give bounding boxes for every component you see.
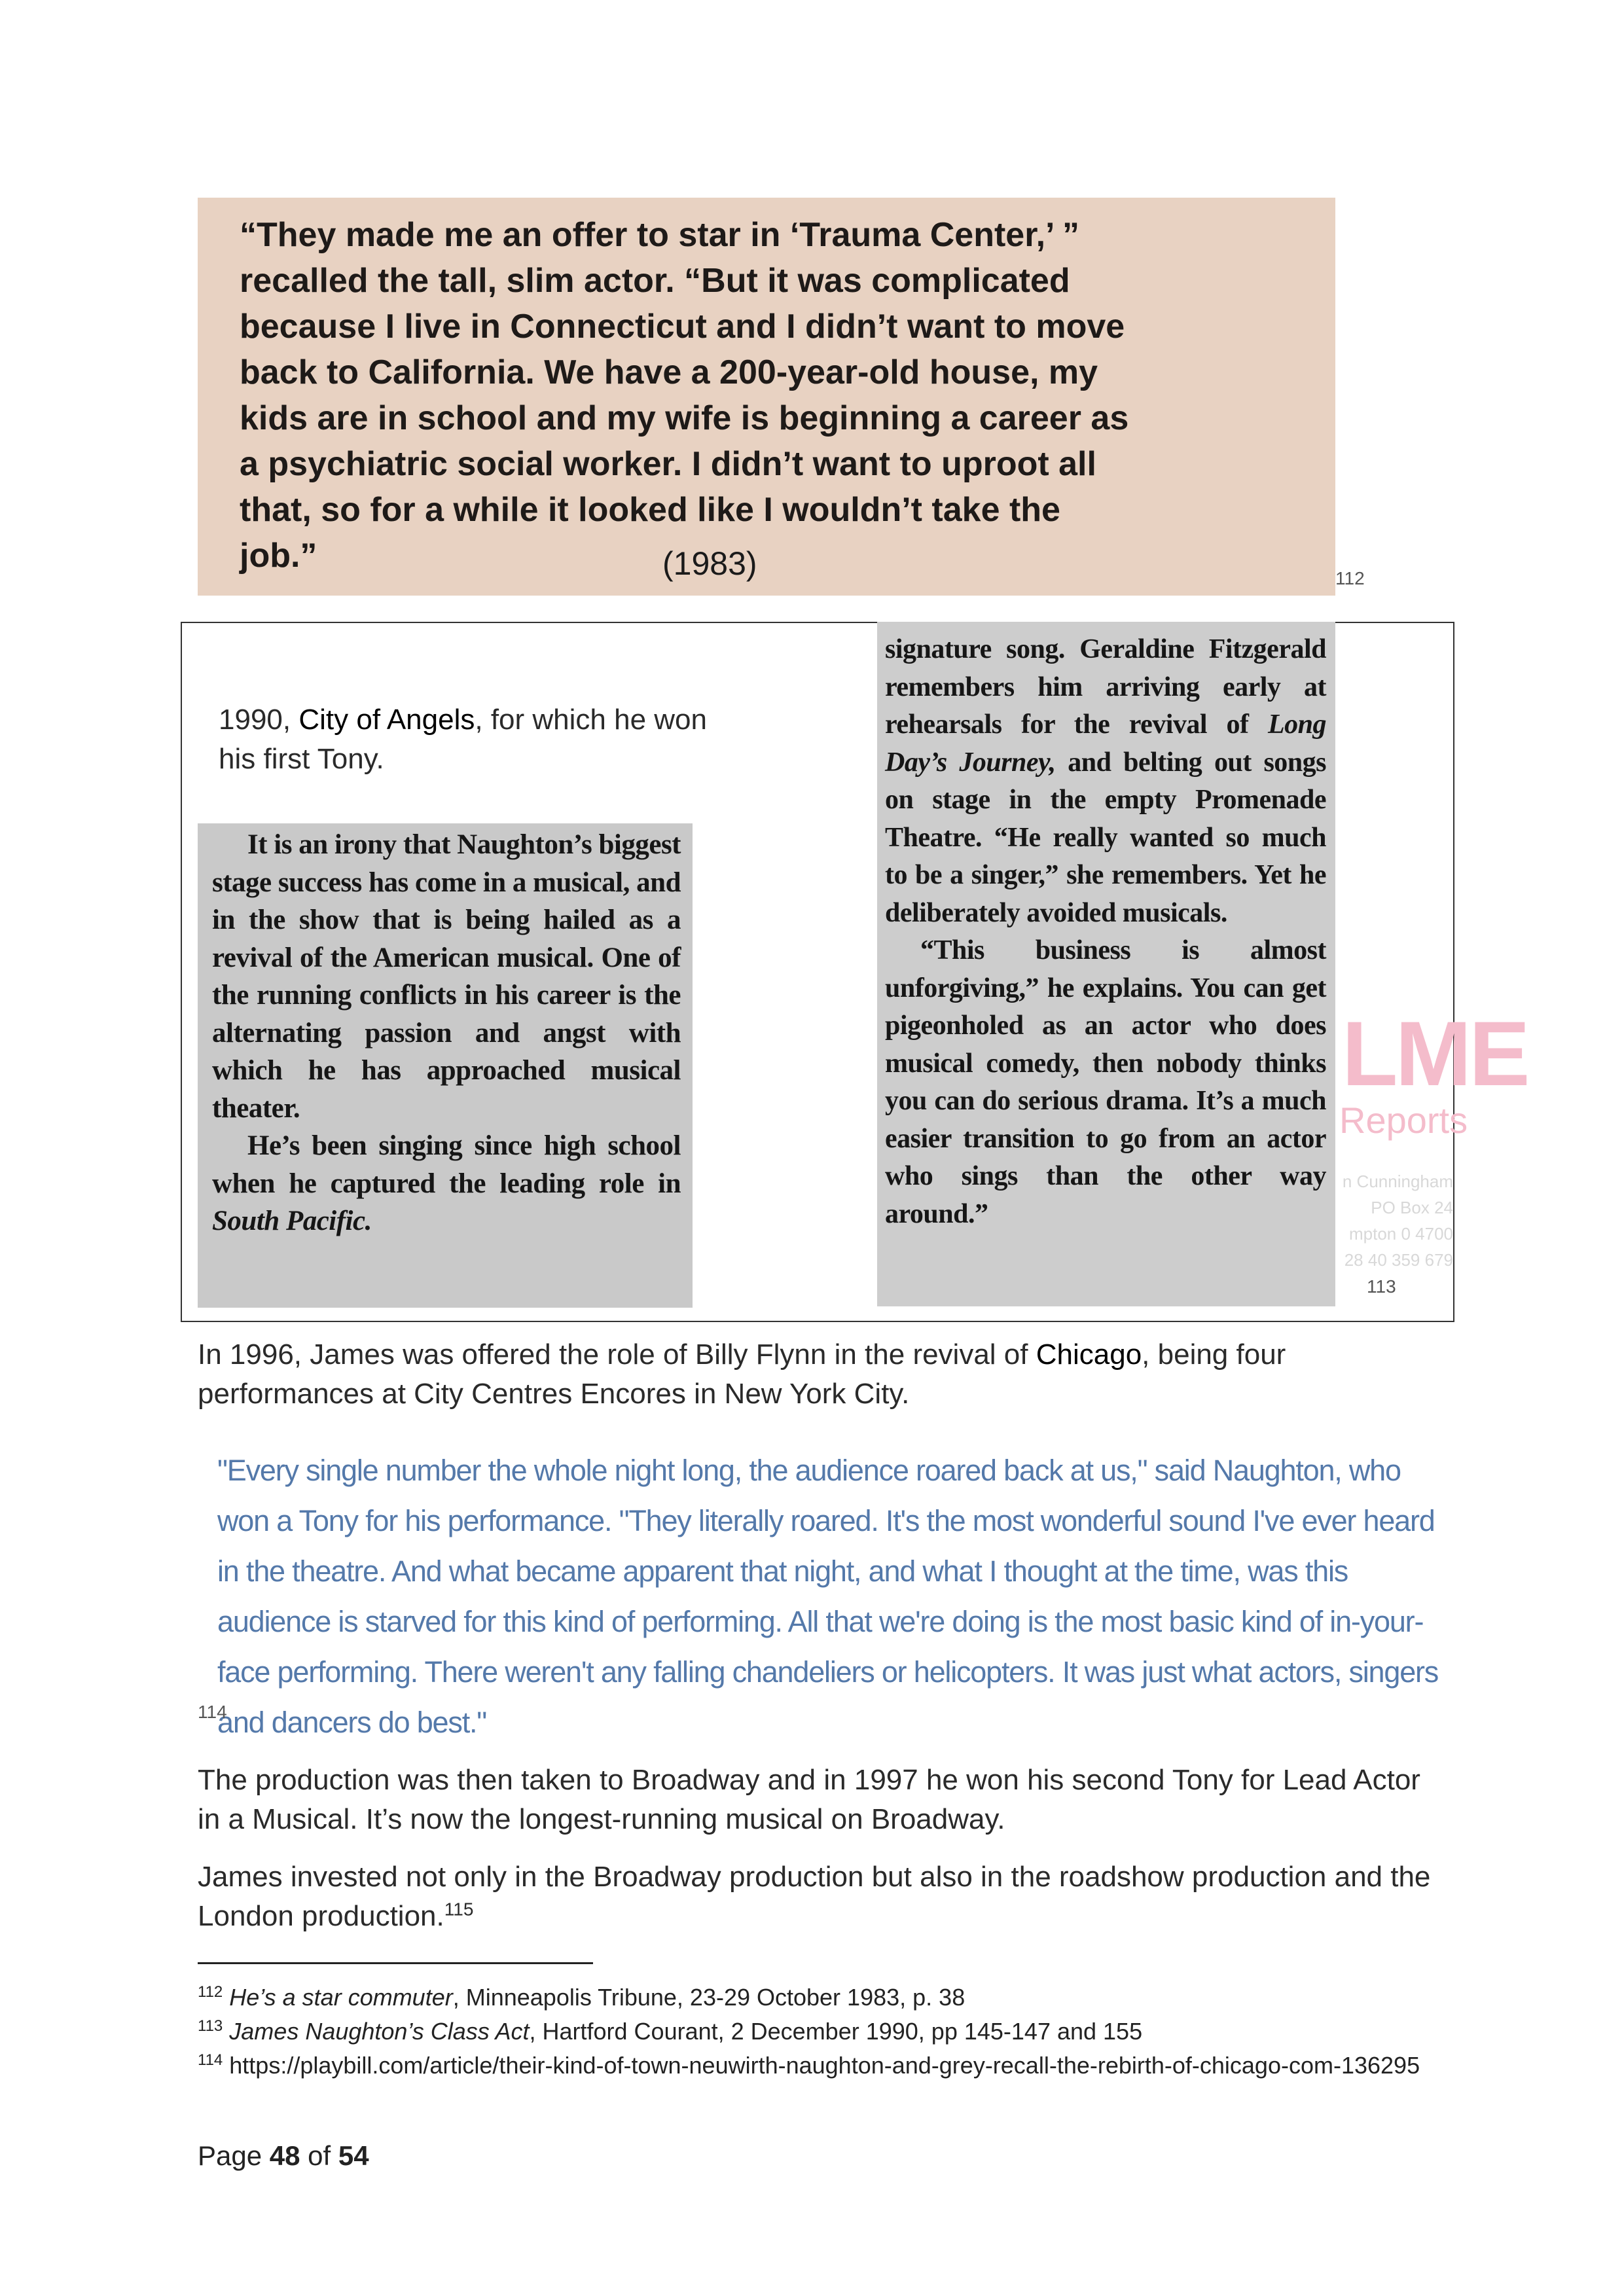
newspaper-clipping-left [198,823,693,1308]
right-clipping-paragraph-2: “This business is almost unforgiving,” he explains. You can get pigeonholed as an actor who does musical comedy, then nobody thinks you can do serious drama. It’s a much easier transition to go from an actor who sings than the other way around.” [885,935,1326,1229]
right-clipping-paragraph-1-text: signature song. Geraldine Fitzgerald remembers him arriving early at rehearsals for the revival of [885,634,1326,740]
footnote-114 [198,2049,1441,2083]
chicago-text-after: , being four performances at City Centres Encores in New York City. [198,1338,1286,1410]
caption-prefix: 1990, [219,704,299,736]
chicago-title: Chicago [1036,1338,1142,1371]
footnote-title: James Naughton’s Class Act [229,2018,530,2045]
page-prefix: Page [198,2140,270,2171]
footnote-mark-113: 113 [1367,1276,1396,1297]
invested-text: James invested not only in the Broadway production but also in the roadshow production and the London production. [198,1861,1431,1932]
footnote-number: 114 [198,2051,223,2069]
footnote-separator [198,1962,593,1964]
left-clipping-paragraph-2 [212,1127,681,1240]
footnote-number: 112 [198,1983,223,2001]
page-of: of [300,2140,338,2171]
clipping-quote: “They made me an offer to star in ‘Trauma Center,’ ” recalled the tall, slim actor. “But it was complicated because I live in Connecticut and I didn’t want to move back to California. We have a 200-year-old house, my kids are in school and my wife is beginning a career as a psychiatric social worker. I didn’t want to uproot all that, so for a while it looked like I wouldn’t take the job.” [240,216,1129,575]
footnote-source: , Hartford Courant, 2 December 1990, pp 145-147 and 155 [529,2018,1143,2045]
playbill-quote: "Every single number the whole night long, the audience roared back at us," said Naughton, who won a Tony for his performance. "They literally roared. It's the most wonderful sound I've ever heard in the theatre. And what became apparent that night, and what I thought at the time, was this audience is starved for this kind of performing. All that we're doing is the most basic kind of in-your-face performing. There weren't any falling chandeliers or helicopters. It was just what actors, singers and dancers do best." [217,1454,1439,1739]
caption-show-title: City of Angels [298,704,475,736]
right-clipping-paragraph-1-rest: and belting out songs on stage in the empty Promenade Theatre. “He really wanted so much to be a singer,” she remembers. Yet he deliberately avoided musicals. [885,747,1326,928]
footnote-mark-112: 112 [1335,568,1365,588]
page-total: 54 [338,2140,369,2171]
footnote-ref-115: 115 [444,1899,474,1920]
footnote-113 [198,2015,1441,2049]
footnote-title: He’s a star commuter [229,1984,453,2011]
caption-suffix: , for which he won his first Tony. [219,704,707,775]
footnote-url[interactable]: https://playbill.com/article/their-kind-of-town-neuwirth-naughton-and-grey-recall-the-rebirth-of-chicago-com-136295 [229,2052,1420,2079]
newspaper-clipping-right [877,622,1335,1306]
caption-1990 [219,700,716,779]
right-clipping-paragraph-1 [885,631,1326,932]
watermark-subtitle: Reports [1339,1100,1468,1141]
footnote-112 [198,1981,1441,2015]
right-clipping-play-title: Long Day’s Journey, [885,709,1326,778]
footnote-number: 113 [198,2017,223,2035]
watermark [1335,1002,1528,1309]
watermark-logo: LME [1342,1002,1528,1105]
footnote-source: , Minneapolis Tribune, 23-29 October 1983, p. 38 [452,1984,965,2011]
watermark-address: n Cunningham PO Box 24 mpton 0 4700 28 40 359 679 [1342,1172,1453,1270]
clipping-year-label: (1983) [662,545,757,582]
page-number [198,2140,369,2172]
left-clipping-paragraph-2-text: He’s been singing since high school when he captured the leading role in [212,1130,681,1199]
footnotes [198,1981,1441,2083]
left-clipping-show-title: South Pacific. [212,1206,372,1236]
paragraph-chicago [198,1335,1441,1414]
left-clipping-paragraph-1: It is an irony that Naughton’s biggest stage success has come in a musical, and in the show that is being hailed as a revival of the American musical. One of the running conflicts in his career is the alternating passion and angst with which he has approached musical theater. [212,829,681,1124]
chicago-text-before: In 1996, James was offered the role of Billy Flynn in the revival of [198,1338,1036,1371]
newspaper-clipping-1983 [198,198,1335,596]
paragraph-invested [198,1857,1441,1936]
page-current: 48 [269,2140,300,2171]
footnote-mark-114: 114 [198,1702,227,1722]
paragraph-broadway: The production was then taken to Broadway and in 1997 he won his second Tony for Lead Actor in a Musical. It’s now the longest-running musical on Broadway. [198,1764,1420,1835]
